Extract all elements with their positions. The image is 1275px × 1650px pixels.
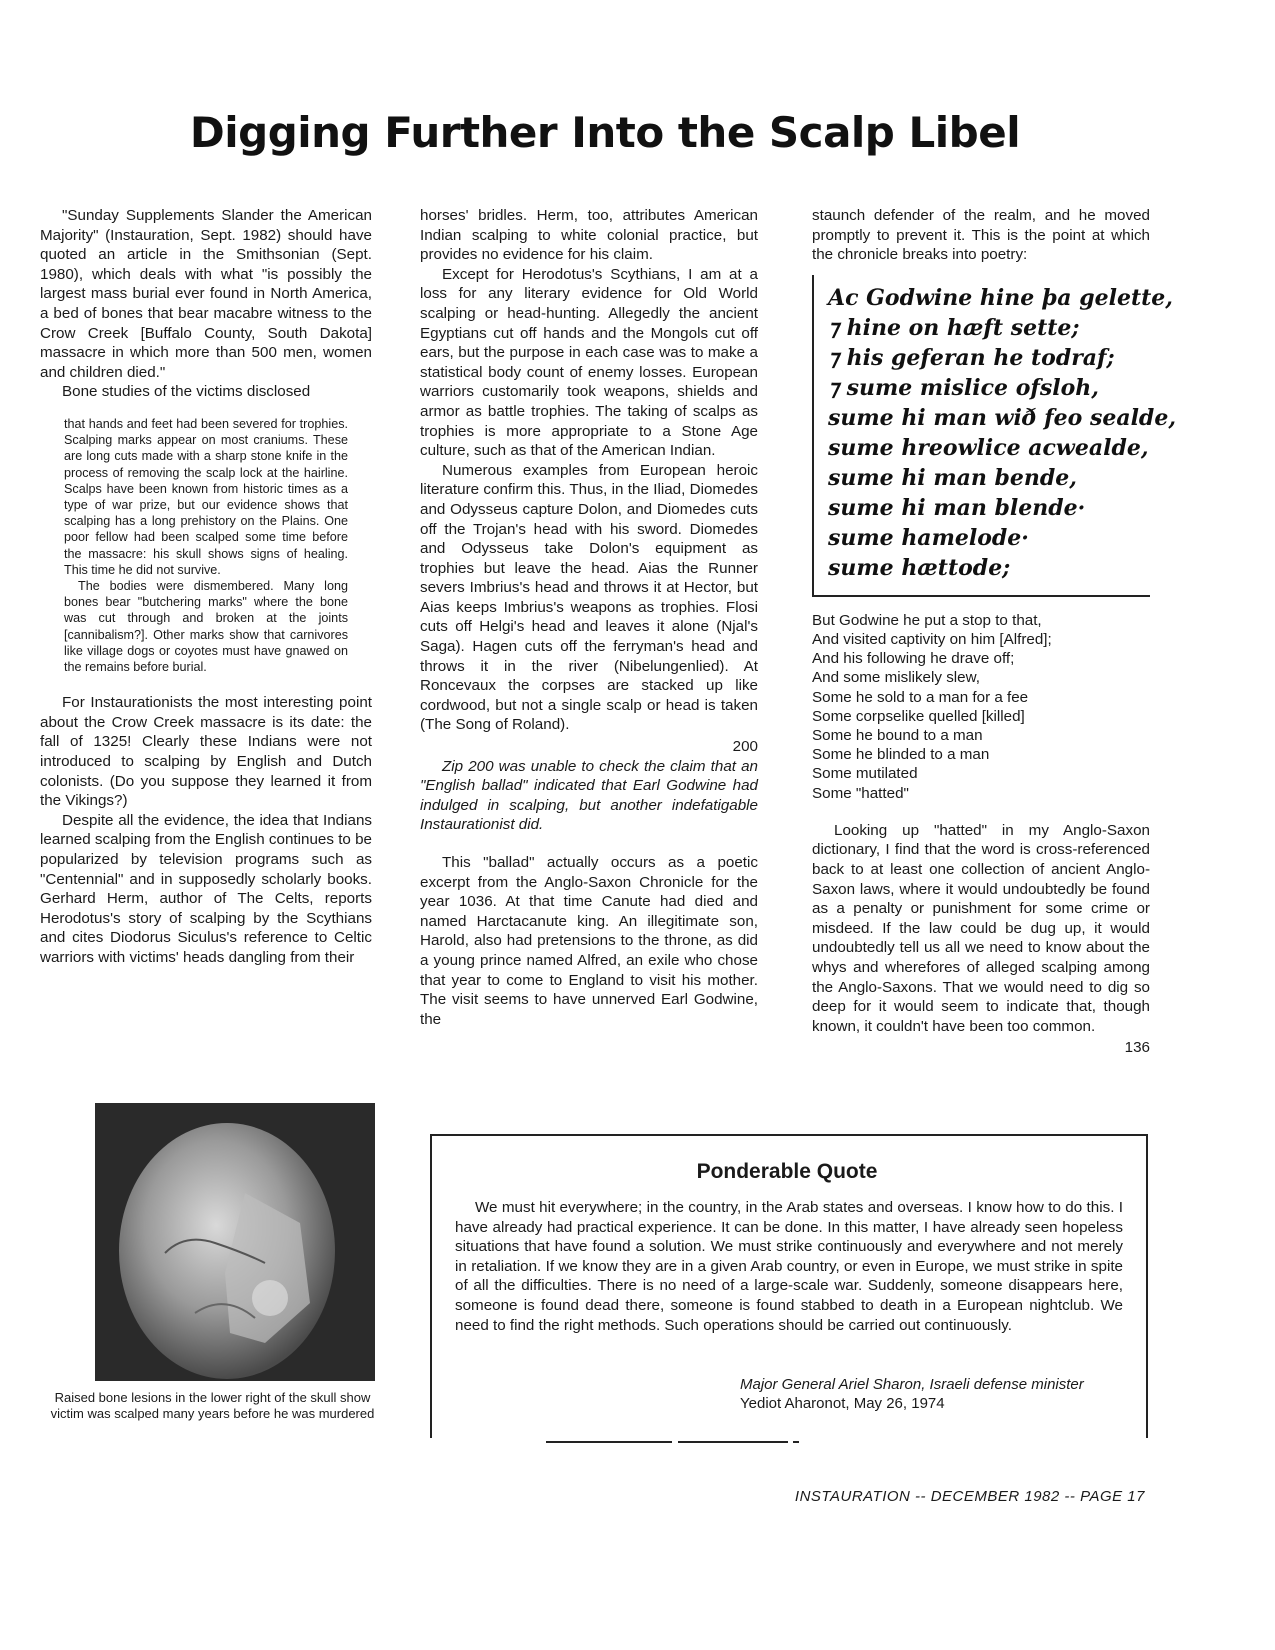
column-1 bbox=[40, 206, 372, 968]
oe-line: sume hi man bende, bbox=[828, 464, 1077, 491]
poem-line: And some mislikely slew, bbox=[812, 669, 980, 687]
paragraph: Except for Herodotus's Scythians, I am at a loss for any literary evidence for Old World scalping or head-hunting. Allegedly the ancient Egyptians cut off hands and the Mongols cut off ears, but the purpose in each case was to make a statistical body count of enemy losses. European warriors customarily took weapons, shields and armor as battle trophies. The taking of scalps as trophies is more appropriate to a Stone Age culture, such as that of the American Indian. bbox=[420, 265, 758, 460]
poem-line: And his following he drave off; bbox=[812, 650, 1015, 668]
poem-line: Some he bound to a man bbox=[812, 727, 983, 744]
skull-image bbox=[95, 1103, 375, 1381]
poem-line: But Godwine he put a stop to that, bbox=[812, 611, 1042, 629]
oe-line: sume hreowlice acwealde, bbox=[828, 434, 1149, 461]
old-english-excerpt bbox=[812, 275, 1176, 597]
paragraph: This "ballad" actually occurs as a poetic excerpt from the Anglo-Saxon Chronicle for the year 1036. At that time Canute had died and named Harctacanute king. An illegitimate son, Harold, also had pretensions to the throne, as did a young prince named Alfred, an exile who chose that year to come to England to visit his mother. The visit seems to have unnerved Earl Godwine, the bbox=[420, 854, 758, 1028]
oe-line: sume hi man wið feo sealde, bbox=[828, 404, 1176, 431]
oe-line: ⁊ his geferan he todraf; bbox=[828, 344, 1115, 371]
poem-line: Some mutilated bbox=[812, 765, 918, 783]
oe-line: ⁊ sume mislice ofsloh, bbox=[828, 374, 1099, 401]
poem-line: Some he sold to a man for a fee bbox=[812, 688, 1029, 706]
paragraph: For Instaurationists the most interesting point about the Crow Creek massacre is its date: the fall of 1325! Clearly these Indians were not introduced to scalping by English and Dutch colonists. (Do you suppose they learned it from the Vikings?) bbox=[40, 694, 372, 810]
oe-line: Ac Godwine hine þa gelette, bbox=[828, 284, 1173, 311]
attribution-source: Yediot Aharonot, May 26, 1974 bbox=[740, 1395, 945, 1412]
block-quote bbox=[64, 416, 348, 675]
column-2 bbox=[420, 206, 758, 1029]
poem-line: And visited captivity on him [Alfred]; bbox=[812, 630, 1052, 648]
paragraph: "Sunday Supplements Slander the American Majority" (Instauration, Sept. 1982) should have quoted an article in the Smithsonian (Sept. 1980), which deals with what "is possibly the largest mass burial ever found in North America, a bed of bones that bear macabre witness to the Crow Creek [Buffalo County, South Dakota] massacre in which more than 500 men, women and children died." bbox=[40, 207, 372, 381]
editor-note: Zip 200 was unable to check the claim that an "English ballad" indicated that Earl Godwine had indulged in scalping, but another indefatigable Instaurationist did. bbox=[420, 757, 758, 834]
photo-caption: Raised bone lesions in the lower right of the skull show victim was scalped many years before he was murdered bbox=[50, 1390, 375, 1421]
poem-line: Some "hatted" bbox=[812, 784, 909, 802]
article-title: Digging Further Into the Scalp Libel bbox=[189, 108, 1021, 157]
quote-paragraph: We must hit everywhere; in the country, in the Arab states and overseas. I know how to do this. I have already had practical experience. It can be done. In this matter, I have already seen hopeless situations that have found a solution. We must strike continuously and everywhere and not merely in retaliation. If we know they are in a given Arab country, or even in Europe, we must strike in spite of all the difficulties. There is no need of a large-scale war. Suddenly, someone disappears here, someone is found dead there, someone is found stabbed to death in a European nightclub. We need to find the right methods. Such operations should be carried out continuously. bbox=[455, 1199, 1123, 1334]
oe-line: sume hættode; bbox=[828, 554, 1011, 581]
translation-poem bbox=[812, 611, 1150, 803]
ponderable-quote-title: Ponderable Quote bbox=[696, 1160, 878, 1183]
paragraph: Bone studies of the victims disclosed bbox=[62, 383, 311, 401]
attribution-author: Major General Ariel Sharon, Israeli defense minister bbox=[740, 1376, 1084, 1393]
ponderable-quote-text bbox=[455, 1198, 1123, 1335]
divider bbox=[678, 1441, 788, 1443]
paragraph: staunch defender of the realm, and he moved promptly to prevent it. This is the point at which the chronicle breaks into poetry: bbox=[812, 207, 1150, 264]
oe-line: ⁊ hine on hæft sette; bbox=[828, 314, 1080, 341]
signature-number: 200 bbox=[732, 738, 758, 756]
paragraph: horses' bridles. Herm, too, attributes American Indian scalping to white colonial practice, but provides no evidence for his claim. bbox=[420, 207, 758, 264]
quote-attribution bbox=[740, 1375, 1120, 1413]
poem-line: Some he blinded to a man bbox=[812, 746, 990, 764]
oe-line: sume hamelode· bbox=[828, 524, 1029, 551]
paragraph: Despite all the evidence, the idea that Indians learned scalping from the English continues to be popularized by television programs such as "Centennial" and in supposedly scholarly books. Gerhard Herm, author of The Celts, reports Herodotus's story of scalping by the Scythians and cites Diodorus Siculus's reference to Celtic warriors with victims' heads dangling from their bbox=[40, 811, 372, 966]
column-3 bbox=[812, 206, 1176, 1058]
paragraph: Numerous examples from European heroic literature confirm this. Thus, in the Iliad, Diomedes and Odysseus capture Dolon, and Diomedes cuts off the Trojan's head with his sword. Diomedes and Odysseus take Dolon's equipment as trophies but leave the head. Aias the Runner severs Imbrius's head and throws it at Hector, but Aias keeps Imbrius's weapons as trophies. Flosi cuts off Helgi's head and leaves it alone (Njal's Saga). Hagen cuts off the ferryman's head and throws it in the river (Nibelungenlied). At Roncevaux the corpses are stacked up like cordwood, but not a single scalp or head is taken (The Song of Roland). bbox=[420, 461, 758, 734]
skull-photo bbox=[95, 1103, 375, 1381]
oe-line: sume hi man blende· bbox=[828, 494, 1086, 521]
divider bbox=[793, 1441, 799, 1443]
quote-paragraph: that hands and feet had been severed for trophies. Scalping marks appear on most craniums. These are long cuts made with a sharp stone knife in the process of removing the scalp lock at the hairline. Scalps have been known from historic times as a type of war prize, but our evidence shows that scalping has a long prehistory on the Plains. One poor fellow had been scalped some time before the massacre: his skull shows signs of healing. This time he did not survive. bbox=[64, 416, 348, 577]
poem-line: Some corpselike quelled [killed] bbox=[812, 707, 1025, 725]
paragraph: Looking up "hatted" in my Anglo-Saxon dictionary, I find that the word is cross-referenced back to at least one collection of ancient Anglo-Saxon laws, where it would undoubtedly be found as a penalty or punishment for some crime or misdeed. If the law could be dug up, it would undoubtedly tell us all we need to know about the whys and wherefores of alleged scalping among the Anglo-Saxons. That we would need to dig so deep for it would seem to indicate that, though known, it couldn't have been too common. bbox=[812, 821, 1150, 1035]
divider bbox=[546, 1441, 672, 1443]
quote-paragraph: The bodies were dismembered. Many long bones bear "butchering marks" where the bone was cut through and broken at the joints [cannibalism?]. Other marks show that carnivores like village dogs or coyotes must have gnawed on the remains before burial. bbox=[64, 578, 348, 674]
page-footer: INSTAURATION -- DECEMBER 1982 -- PAGE 17 bbox=[794, 1488, 1145, 1505]
signature-number: 136 bbox=[1124, 1039, 1150, 1057]
